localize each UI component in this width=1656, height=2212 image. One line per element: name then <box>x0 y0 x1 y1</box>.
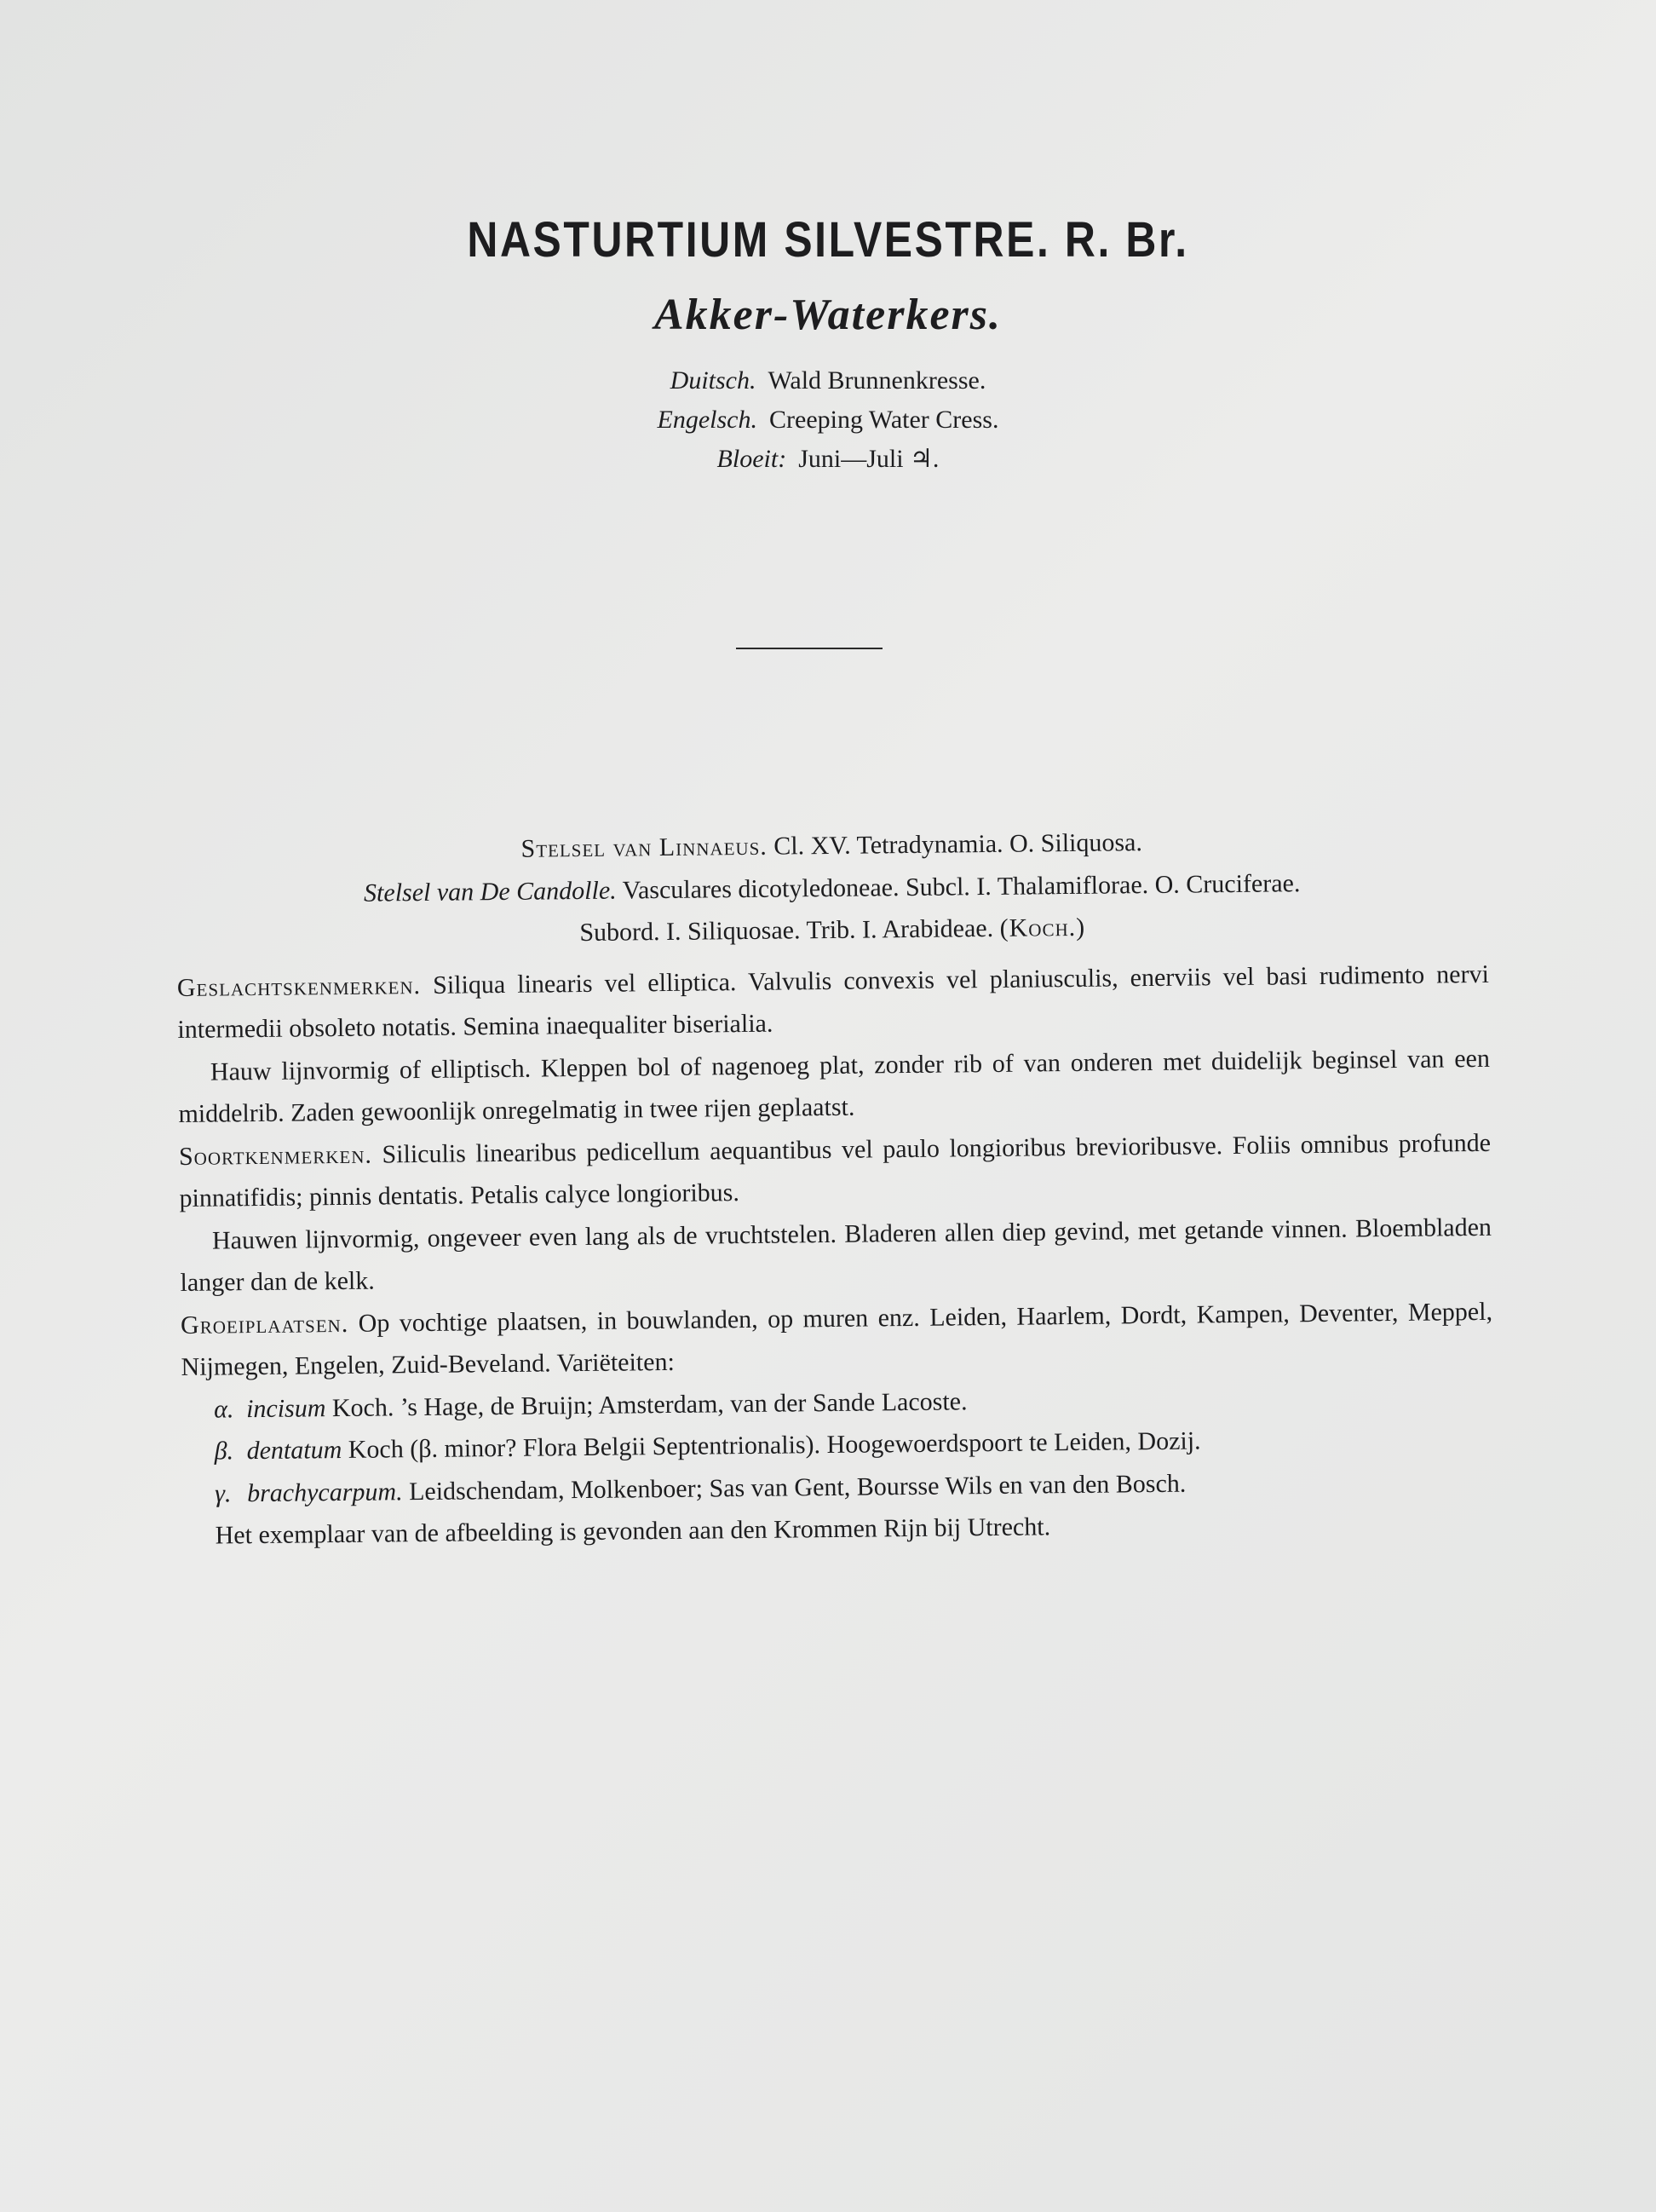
genus-latin-paragraph <box>177 953 1490 1051</box>
variety-details: Koch. ’s Hage, de Bruijn; Amsterdam, van der Sande Lacoste. <box>331 1386 968 1422</box>
variety-name: incisum <box>245 1393 326 1423</box>
habitat-paragraph <box>181 1290 1493 1388</box>
description-body <box>175 818 1495 1558</box>
variety-letter: γ. <box>214 1478 232 1508</box>
german-name: Wald Brunnenkresse. <box>768 366 986 395</box>
species-latin-text: Siliculis linearibus pedicellum aequantibus vel paulo longioribus brevioribusve. Foliis omnibus profunde pinnatifidis; pinnis dentatis. Petalis calyce longioribus. <box>179 1128 1492 1213</box>
habitat-text: Op vochtige plaatsen, in bouwlanden, op muren enz. Leiden, Haarlem, Dordt, Kampen, Deventer, Meppel, Nijmegen, Engelen, Zuid-Beveland. Variëteiten: <box>181 1297 1493 1381</box>
english-name: Creeping Water Cress. <box>769 406 999 434</box>
genus-dutch-paragraph: Hauw lijnvormig of elliptisch. Kleppen bol of nagenoeg plat, zonder rib of van onderen met duidelijk beginsel van een middelrib. Zaden gewoonlijk onregelmatig in twee rijen geplaatst. <box>178 1044 1491 1128</box>
suborder-author: (Koch.) <box>999 913 1086 942</box>
variety-letter: α. <box>213 1394 234 1424</box>
variety-letter: β. <box>214 1437 234 1466</box>
vernacular-names-block <box>0 361 1656 479</box>
variety-details: Koch (β. minor? Flora Belgii Septentrionalis). Hoogewoerdspoort te Leiden, Dozij. <box>348 1426 1201 1464</box>
variety-details: Leidschendam, Molkenboer; Sas van Gent, Boursse Wils en van den Bosch. <box>408 1469 1187 1506</box>
english-label: Engelsch. <box>657 406 757 434</box>
variety-name: brachycarpum. <box>246 1477 403 1507</box>
variety-name: dentatum <box>246 1435 342 1466</box>
candolle-label: Stelsel van De Candolle. <box>363 876 617 907</box>
species-latin-paragraph <box>179 1121 1492 1219</box>
linnaeus-classification: Cl. XV. Tetradynamia. O. Siliquosa. <box>773 828 1143 861</box>
flowering-label: Bloeit: <box>716 445 787 473</box>
linnaeus-label: Stelsel van Linnaeus. <box>520 832 768 863</box>
flowering-period: Juni—Juli ♃. <box>798 445 940 473</box>
species-title: NASTURTIUM SILVESTRE. R. Br. <box>467 212 1189 268</box>
genus-latin-text: Siliqua linearis vel elliptica. Valvulis convexis vel planiusculis, enerviis vel basi rudimento nervi intermedii obsoleto notatis. Semina inaequaliter biserialia. <box>177 959 1490 1044</box>
german-label: Duitsch. <box>670 366 756 395</box>
species-label: Soortkenmerken. <box>178 1140 373 1171</box>
species-dutch-paragraph: Hauwen lijnvormig, ongeveer even lang als de vruchtstelen. Bladeren allen diep gevind, met getande vinnen. Bloembladen langer dan de kelk. <box>180 1213 1492 1297</box>
dutch-common-name: Akker-Waterkers. <box>653 291 1002 339</box>
german-name-line <box>0 361 1656 400</box>
genus-label: Geslachtskenmerken. <box>176 971 422 1002</box>
specimen-note: Het exemplaar van de afbeelding is gevonden aan den Krommen Rijn bij Utrecht. <box>215 1512 1051 1550</box>
divider-rule <box>736 648 883 649</box>
habitat-label: Groeiplaatsen. <box>180 1309 349 1339</box>
flowering-line <box>0 440 1656 479</box>
english-name-line <box>0 400 1656 440</box>
candolle-classification: Vasculares dicotyledoneae. Subcl. I. Thalamiflorae. O. Cruciferae. <box>622 868 1301 905</box>
suborder-classification: Subord. I. Siliquosae. Trib. I. Arabideae. <box>579 913 994 948</box>
